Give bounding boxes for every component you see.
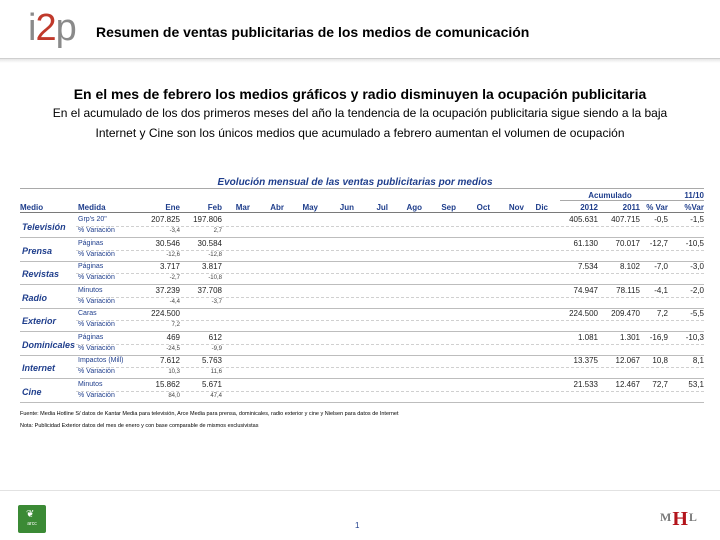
value-var: -12,7 bbox=[649, 238, 668, 248]
column-header-feb: Feb bbox=[207, 203, 222, 212]
variation-feb: 47,4 bbox=[210, 392, 222, 399]
variation-feb: -9,9 bbox=[211, 345, 222, 352]
header-title: Resumen de ventas publicitarias de los medios de comunicación bbox=[96, 24, 530, 40]
column-header-dic: Dic bbox=[535, 203, 548, 212]
medio-label: Exterior bbox=[22, 316, 57, 326]
row-inner-divider bbox=[76, 250, 704, 251]
variation-label: % Variación bbox=[78, 227, 115, 234]
value-2011: 78.115 bbox=[616, 285, 640, 295]
column-header-nov: Nov bbox=[508, 203, 524, 212]
source-note: Fuente: Media Hotline S/ datos de Kantar Media para televisión, Arce Media para prensa, dominicales, radio exterior y cine y Nielsen para datos de Internet bbox=[20, 411, 399, 417]
row-divider bbox=[20, 402, 704, 403]
exterior-note: Nota: Publicidad Exterior datos del mes de enero y con base comparable de mismos exclusivistas bbox=[20, 423, 259, 429]
column-header-pvar: %Var bbox=[684, 203, 704, 212]
variation-feb: 11,6 bbox=[210, 369, 222, 375]
value-ene: 3.717 bbox=[159, 262, 180, 271]
leaf-icon: ❦ bbox=[26, 509, 35, 520]
medio-label: Televisión bbox=[22, 222, 66, 232]
table-title: Evolución mensual de las ventas publicitarias por medios bbox=[217, 177, 493, 188]
row-inner-divider bbox=[76, 367, 704, 368]
medida-label: Minutos bbox=[78, 380, 103, 388]
value-2012: 74.947 bbox=[573, 285, 598, 295]
value-pvar: 53,1 bbox=[688, 379, 704, 389]
medida-label: Minutos bbox=[78, 286, 103, 294]
mhl-logo: MHL bbox=[660, 508, 698, 530]
column-header-medida: Medida bbox=[78, 203, 106, 212]
notes bbox=[20, 408, 399, 432]
i2p-logo: i2p bbox=[28, 7, 76, 49]
value-pvar: -5,5 bbox=[690, 309, 704, 318]
column-header-may: May bbox=[302, 203, 318, 212]
arcc-logo-text: arcc bbox=[27, 521, 37, 527]
column-header-var: % Var bbox=[646, 203, 668, 212]
header-shadow bbox=[0, 59, 720, 63]
value-var: -0,5 bbox=[654, 215, 668, 224]
value-var: 72,7 bbox=[652, 379, 668, 389]
value-2012: 1.081 bbox=[577, 332, 598, 342]
value-2012: 7.534 bbox=[577, 262, 598, 271]
medida-label: Páginas bbox=[78, 263, 104, 270]
value-ene: 7.612 bbox=[159, 356, 180, 365]
value-ene: 15.862 bbox=[155, 379, 180, 389]
variation-feb: 2,7 bbox=[213, 228, 222, 234]
value-feb: 197.806 bbox=[193, 215, 222, 224]
value-ene: 37.239 bbox=[155, 285, 180, 295]
variation-label: % Variación bbox=[78, 250, 115, 258]
variation-label: % Variación bbox=[78, 368, 115, 375]
variation-label: % Variación bbox=[78, 321, 115, 328]
value-pvar: -3,0 bbox=[690, 262, 704, 271]
row-inner-divider bbox=[76, 391, 704, 392]
variation-feb: -10,8 bbox=[208, 275, 222, 281]
header-acumulado: Acumulado bbox=[588, 191, 632, 200]
column-header-mar: Mar bbox=[235, 203, 250, 212]
column-header-y2012: 2012 bbox=[580, 203, 598, 212]
medida-label: Impactos (Mill) bbox=[78, 357, 124, 364]
value-2011: 12.467 bbox=[615, 379, 640, 389]
column-header-jul: Jul bbox=[376, 203, 388, 212]
row-inner-divider bbox=[76, 297, 704, 298]
medida-label: Páginas bbox=[78, 239, 104, 247]
value-feb: 612 bbox=[208, 332, 222, 342]
variation-ene: 7,2 bbox=[171, 322, 180, 328]
value-feb: 30.584 bbox=[197, 238, 222, 248]
headline: En el mes de febrero los medios gráficos y radio disminuyen la ocupación publicitaria bbox=[73, 86, 647, 102]
header-bar bbox=[0, 0, 720, 58]
value-var: -16,9 bbox=[649, 332, 668, 342]
column-header-medio: Medio bbox=[20, 203, 44, 212]
variation-ene: -3,4 bbox=[169, 228, 180, 234]
column-header-oct: Oct bbox=[476, 203, 490, 212]
medida-label: Páginas bbox=[78, 333, 104, 341]
medio-label: Internet bbox=[22, 363, 56, 373]
value-ene: 30.546 bbox=[155, 238, 180, 248]
variation-label: % Variación bbox=[78, 274, 115, 281]
value-ene: 207.825 bbox=[151, 215, 180, 224]
value-var: 7,2 bbox=[656, 309, 668, 318]
value-pvar: -2,0 bbox=[690, 285, 704, 295]
value-2012: 61.130 bbox=[573, 238, 598, 248]
page-number: 1 bbox=[355, 521, 360, 530]
header-bottom-rule bbox=[20, 212, 704, 213]
value-feb: 3.817 bbox=[201, 262, 222, 271]
variation-ene: -2,7 bbox=[169, 275, 180, 281]
arcc-logo bbox=[18, 505, 46, 533]
medida-label: Caras bbox=[78, 310, 97, 317]
value-2012: 224.500 bbox=[569, 309, 598, 318]
value-feb: 5.763 bbox=[201, 356, 222, 365]
value-2011: 8.102 bbox=[619, 262, 640, 271]
variation-label: % Variación bbox=[78, 344, 115, 352]
value-ene: 469 bbox=[166, 332, 180, 342]
value-2011: 407.715 bbox=[611, 215, 640, 224]
variation-ene: -24,5 bbox=[166, 345, 180, 352]
value-2012: 405.631 bbox=[569, 215, 598, 224]
medio-label: Dominicales bbox=[22, 339, 76, 350]
table-top-rule bbox=[20, 188, 704, 189]
value-var: -7,0 bbox=[654, 262, 668, 271]
value-feb: 37.708 bbox=[197, 285, 222, 295]
subheadline-2: Internet y Cine son los únicos medios que acumulado a febrero aumentan el volumen de ocupación bbox=[95, 126, 625, 140]
value-2011: 209.470 bbox=[611, 309, 640, 318]
value-pvar: 8,1 bbox=[692, 356, 704, 365]
variation-feb: -12,8 bbox=[208, 251, 222, 258]
variation-ene: 84,0 bbox=[168, 392, 180, 399]
medio-label: Radio bbox=[22, 292, 48, 303]
variation-ene: -12,6 bbox=[166, 251, 180, 258]
column-header-sep: Sep bbox=[441, 203, 456, 212]
column-header-ago: Ago bbox=[406, 203, 422, 212]
medio-label: Cine bbox=[22, 386, 42, 397]
column-header-abr: Abr bbox=[270, 203, 284, 212]
row-inner-divider bbox=[76, 226, 704, 227]
variation-label: % Variación bbox=[78, 391, 115, 399]
variation-feb: -3,7 bbox=[211, 298, 222, 305]
medio-label: Prensa bbox=[22, 245, 53, 256]
variation-ene: -4,4 bbox=[169, 298, 180, 305]
row-inner-divider bbox=[76, 273, 704, 274]
value-pvar: -1,5 bbox=[690, 215, 704, 224]
footer-divider bbox=[0, 490, 720, 491]
row-inner-divider bbox=[76, 320, 704, 321]
value-2012: 21.533 bbox=[573, 379, 598, 389]
acum-rule bbox=[560, 200, 704, 201]
medida-label: Grp's 20" bbox=[78, 216, 107, 223]
value-2011: 70.017 bbox=[615, 238, 640, 248]
value-var: -4,1 bbox=[654, 285, 668, 295]
row-inner-divider bbox=[76, 344, 704, 345]
value-2012: 13.375 bbox=[573, 356, 598, 365]
subheadline-1: En el acumulado de los dos primeros meses del año la tendencia de la ocupación publicitaria sigue siendo a la baja bbox=[52, 106, 668, 120]
value-2011: 1.301 bbox=[619, 332, 640, 342]
column-header-y2011: 2011 bbox=[622, 203, 640, 212]
variation-label: % Variación bbox=[78, 297, 115, 305]
header-ratio: 11/10 bbox=[684, 191, 704, 200]
value-pvar: -10,5 bbox=[685, 238, 704, 248]
value-feb: 5.671 bbox=[201, 379, 222, 389]
medio-label: Revistas bbox=[22, 269, 60, 279]
value-pvar: -10,3 bbox=[685, 332, 704, 342]
column-header-jun: Jun bbox=[339, 203, 354, 212]
value-2011: 12.067 bbox=[615, 356, 640, 365]
sales-table bbox=[20, 188, 704, 406]
variation-ene: 10,3 bbox=[168, 369, 180, 375]
value-ene: 224.500 bbox=[151, 309, 180, 318]
value-var: 10,8 bbox=[652, 356, 668, 365]
column-header-ene: Ene bbox=[165, 203, 180, 212]
